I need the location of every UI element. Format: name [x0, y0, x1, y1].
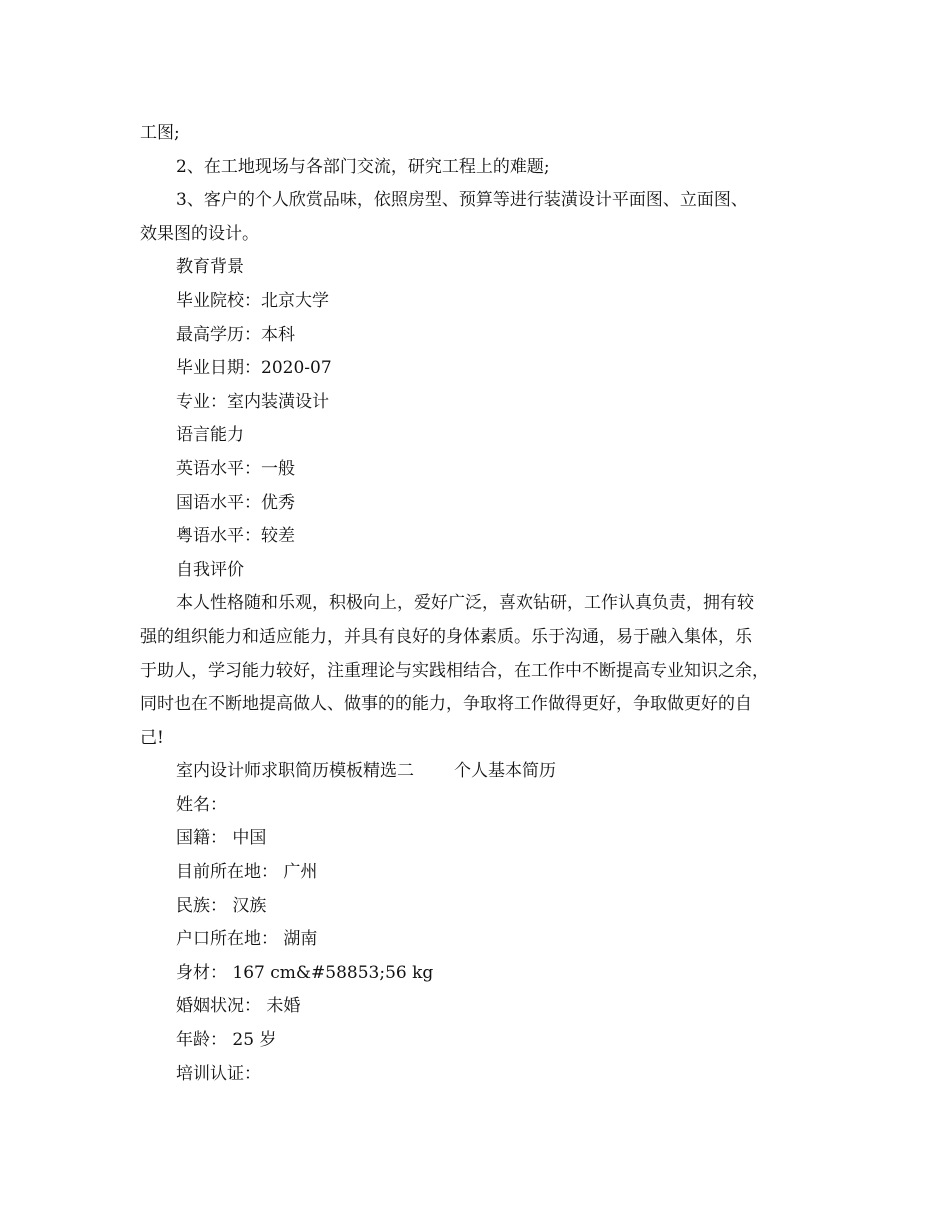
text-line: 英语水平：一般 — [176, 458, 295, 479]
text-line: 国语水平：优秀 — [176, 492, 295, 513]
text-line: 强的组织能力和适应能力，并具有良好的身体素质。乐于沟通，易于融入集体，乐 — [140, 626, 752, 647]
text-line: 己! — [140, 727, 164, 748]
section-heading-education: 教育背景 — [176, 257, 244, 278]
text-line: 姓名： — [176, 794, 227, 815]
text-line: 年龄： 25 岁 — [176, 1030, 277, 1051]
text-line: 3、客户的个人欣赏品味，依照房型、预算等进行装潢设计平面图、立面图、 — [176, 190, 748, 211]
text-line: 毕业院校：北京大学 — [176, 290, 329, 311]
text-line: 婚姻状况： 未婚 — [176, 996, 301, 1017]
section-heading-language: 语言能力 — [176, 425, 244, 446]
text-line: 同时也在不断地提高做人、做事的的能力，争取将工作做得更好，争取做更好的自 — [140, 694, 752, 715]
text-line: 2、在工地现场与各部门交流，研究工程上的难题; — [176, 156, 550, 177]
resume-title: 室内设计师求职简历模板精选二 — [176, 761, 414, 782]
text-line: 于助人，学习能力较好，注重理论与实践相结合，在工作中不断提高专业知识之余， — [140, 660, 769, 681]
text-line: 毕业日期：2020-07 — [176, 358, 332, 379]
text-line: 本人性格随和乐观，积极向上，爱好广泛，喜欢钻研，工作认真负责，拥有较 — [176, 593, 754, 614]
document-body — [140, 117, 820, 1091]
text-line: 户口所在地： 湖南 — [176, 929, 318, 950]
text-line: 专业：室内装潢设计 — [176, 391, 329, 412]
text-line: 培训认证： — [176, 1063, 261, 1084]
text-line: 目前所在地： 广州 — [176, 862, 318, 883]
text-line: 最高学历：本科 — [176, 324, 295, 345]
resume-title-line — [140, 755, 820, 789]
resume-subtitle: 个人基本简历 — [454, 761, 556, 782]
text-line: 工图; — [140, 123, 180, 143]
text-line: 效果图的设计。 — [140, 223, 259, 244]
text-line: 国籍： 中国 — [176, 828, 267, 849]
text-line: 粤语水平：较差 — [176, 526, 295, 547]
section-heading-self-evaluation: 自我评价 — [176, 559, 244, 580]
text-line: 民族： 汉族 — [176, 895, 267, 916]
text-line: 身材： 167 cm&#58853;56 kg — [176, 962, 434, 983]
